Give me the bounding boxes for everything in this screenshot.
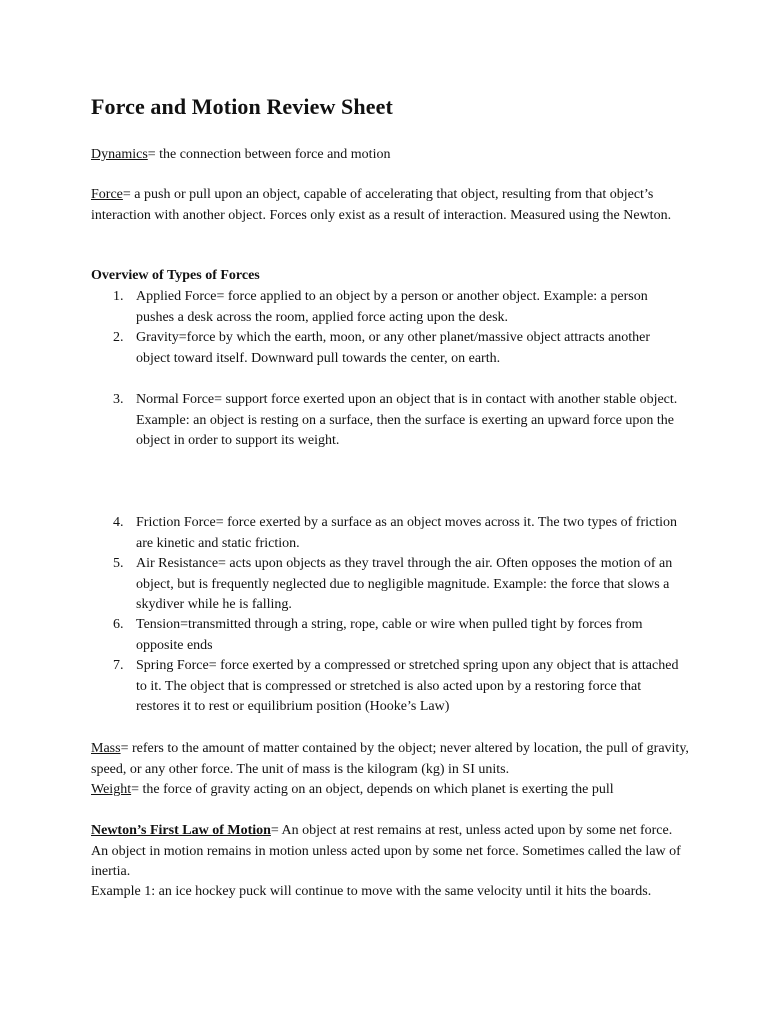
force-text: = a push or pull upon an object, capable of accelerating that object, resulting from that object’s interaction with another object. Forces only exist as a result of interaction. Measured using the Newton.	[91, 187, 672, 223]
list-item-text: Normal Force= support force exerted upon an object that is in contact with another stable object.	[136, 392, 678, 407]
dynamics-definition	[91, 145, 691, 166]
weight-term: Weight	[91, 782, 132, 797]
weight-text: = the force of gravity acting on an object, depends on which planet is exerting the pull	[131, 782, 614, 797]
list-number: 1.	[113, 289, 124, 304]
weight-definition	[91, 780, 691, 801]
force-definition	[91, 185, 691, 226]
list-item-text: Gravity=force by which the earth, moon, or any other planet/massive object attracts another object toward itself. Downward pull towards the center, on earth.	[136, 330, 651, 366]
list-item	[91, 328, 691, 369]
list-number: 4.	[113, 515, 124, 530]
list-item-example: Example: an object is resting on a surface, then the surface is exerting an upward force upon the object in order to support its weight.	[136, 412, 675, 449]
newton-first-law-example: Example 1: an ice hockey puck will continue to move with the same velocity until it hits the boards.	[91, 884, 652, 899]
list-number: 5.	[113, 556, 124, 571]
force-term: Force	[91, 187, 123, 202]
list-item-text: Air Resistance= acts upon objects as they travel through the air. Often opposes the motion of an object, but is frequently neglected due to negligible magnitude. Example: the force that slows a skydiver while he is falling.	[136, 556, 673, 613]
list-number: 7.	[113, 658, 124, 673]
list-item	[91, 656, 691, 718]
page-title: Force and Motion Review Sheet	[91, 94, 393, 119]
mass-text: = refers to the amount of matter contained by the object; never altered by location, the pull of gravity, speed, or any other force. The unit of mass is the kilogram (kg) in SI units.	[91, 741, 689, 777]
list-number: 3.	[113, 392, 124, 407]
list-item-text: Friction Force= force exerted by a surface as an object moves across it. The two types of friction are kinetic and static friction.	[136, 515, 678, 551]
list-item	[91, 390, 691, 452]
newton-first-law	[91, 821, 691, 883]
dynamics-text: = the connection between force and motion	[147, 147, 391, 162]
mass-definition	[91, 739, 691, 780]
list-item-text: Tension=transmitted through a string, rope, cable or wire when pulled tight by forces from opposite ends	[136, 617, 643, 653]
list-item	[91, 615, 691, 656]
mass-term: Mass	[91, 741, 121, 756]
list-item	[91, 554, 691, 616]
list-item-text: Applied Force= force applied to an object by a person or another object. Example: a person pushes a desk across the room, applied force acting upon the desk.	[136, 289, 648, 325]
list-item	[91, 287, 691, 328]
newton-first-law-term: Newton’s First Law of Motion	[91, 823, 271, 838]
list-number: 2.	[113, 330, 124, 345]
dynamics-term: Dynamics	[91, 147, 148, 162]
list-item	[91, 513, 691, 554]
newton-first-law-text: = An object at rest remains at rest, unless acted upon by some net force. An object in motion remains in motion unless acted upon by some net force. Sometimes called the law of inertia.	[91, 823, 681, 880]
list-number: 6.	[113, 617, 124, 632]
overview-heading: Overview of Types of Forces	[91, 268, 260, 283]
list-item-text: Spring Force= force exerted by a compressed or stretched spring upon any object that is attached to it. The object that is compressed or stretched is also acted upon by a restoring force that restores it to rest or equilibrium position (Hooke’s Law)	[136, 658, 679, 715]
